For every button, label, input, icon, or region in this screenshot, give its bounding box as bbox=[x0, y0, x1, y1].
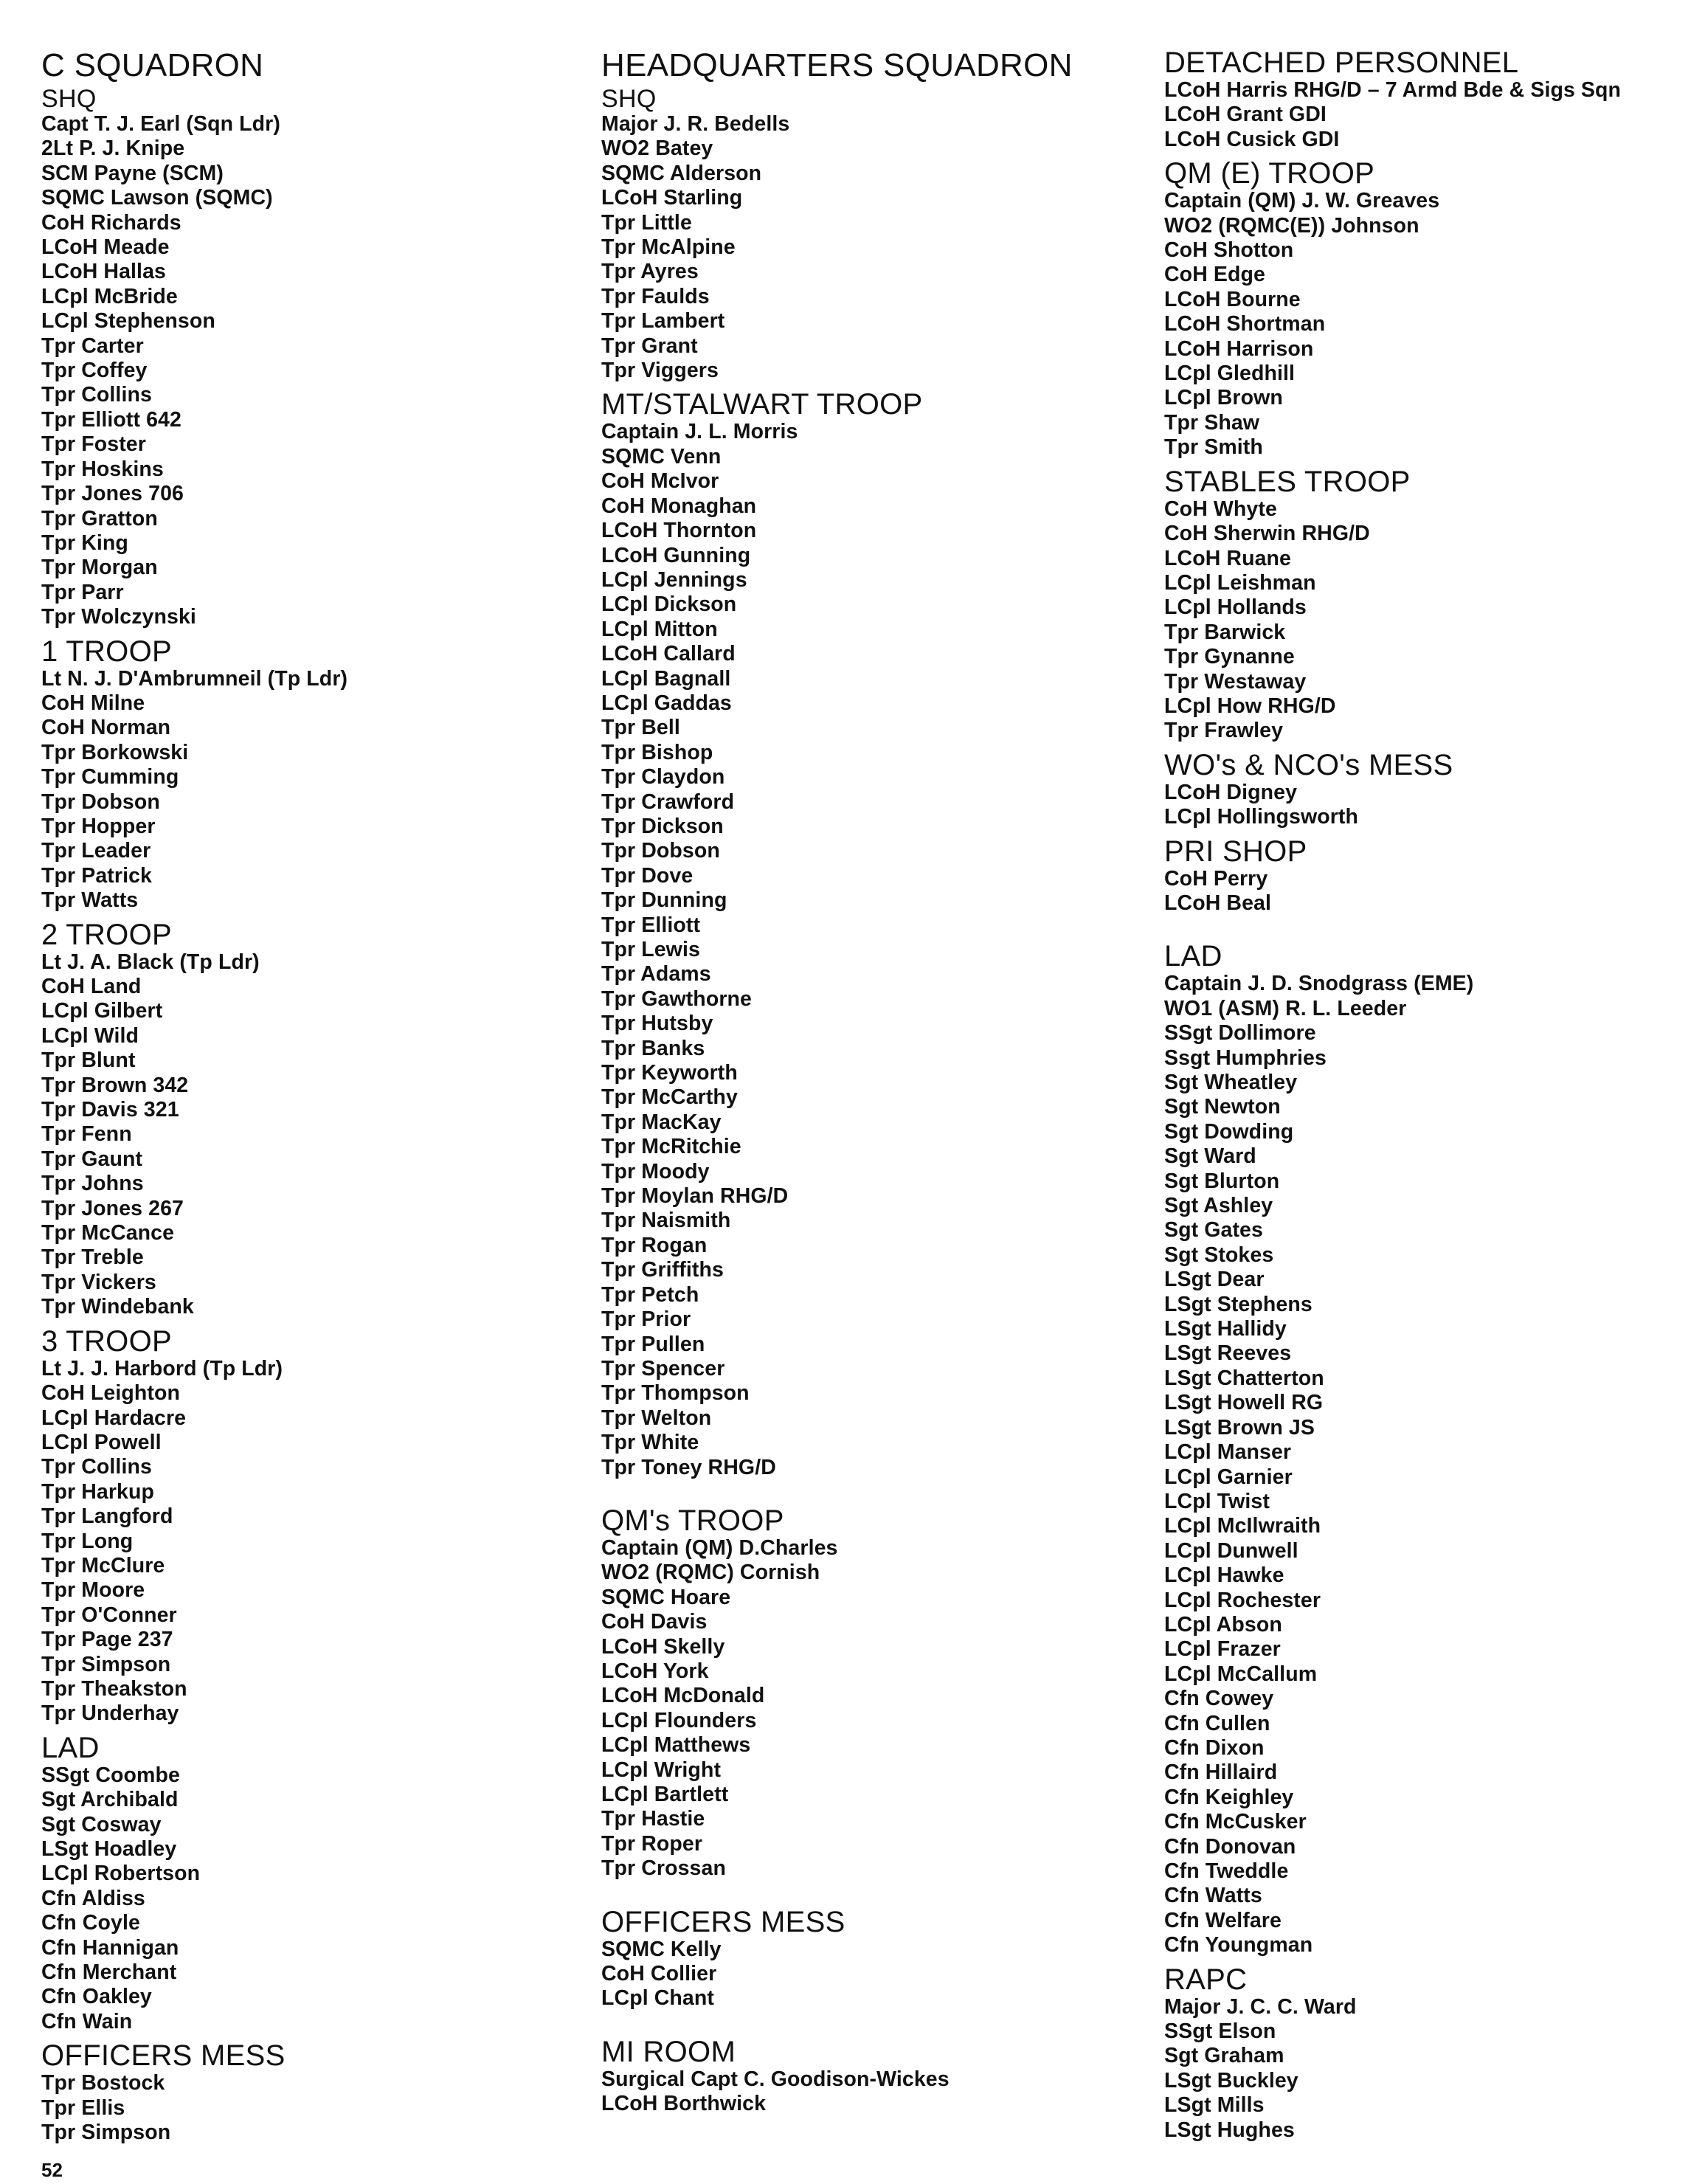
list-item: CoH Leighton bbox=[41, 1381, 180, 1406]
list-item: LCoH Borthwick bbox=[601, 2092, 767, 2116]
list-item: CoH Milne bbox=[41, 691, 145, 715]
list-item: LCpl Matthews bbox=[601, 1733, 751, 1758]
list-item: LSgt Hoadley bbox=[41, 1837, 177, 1861]
list-item: LCpl Hollingsworth bbox=[1164, 805, 1359, 829]
list-item: Sgt Dowding bbox=[1164, 1119, 1294, 1144]
list-item: LCoH Ruane bbox=[1164, 546, 1291, 570]
list-item: LCpl McBride bbox=[41, 284, 178, 308]
list-item: Tpr Roper bbox=[601, 1831, 703, 1856]
list-item: Tpr O'Conner bbox=[41, 1603, 177, 1627]
list-item: CoH McIvor bbox=[601, 469, 719, 494]
list-item: WO1 (ASM) R. L. Leeder bbox=[1164, 996, 1407, 1020]
list-item: Cfn Dixon bbox=[1164, 1735, 1265, 1760]
list-item: LCpl Dickson bbox=[601, 592, 737, 617]
list-item: Lt J. J. Harbord (Tp Ldr) bbox=[41, 1356, 283, 1380]
list-item: Tpr Davis 321 bbox=[41, 1098, 179, 1122]
list-item: Lt N. J. D'Ambrumneil (Tp Ldr) bbox=[41, 666, 348, 691]
list-item: Tpr Banks bbox=[601, 1036, 705, 1060]
list-item: Sgt Archibald bbox=[41, 1788, 179, 1812]
list-item: Tpr Simpson bbox=[41, 1652, 171, 1676]
list-item: LCoH Skelly bbox=[601, 1634, 725, 1659]
section-c-squadron bbox=[41, 47, 587, 84]
list-item: Tpr Collins bbox=[41, 1455, 152, 1479]
list-item: Tpr Grant bbox=[601, 334, 698, 358]
list-item: LCoH Harrison bbox=[1164, 336, 1314, 361]
page-number: 52 bbox=[41, 2159, 63, 2181]
section-shq bbox=[601, 86, 1147, 383]
list-item: Tpr Brown 342 bbox=[41, 1073, 189, 1097]
list-item: CoH Norman bbox=[41, 716, 171, 740]
section-heading: RAPC bbox=[1164, 1963, 1248, 1996]
list-item: Tpr Johns bbox=[41, 1172, 144, 1196]
list-item: LCpl Hawke bbox=[1164, 1563, 1284, 1588]
list-item: Cfn Welfare bbox=[1164, 1908, 1282, 1932]
list-item: Tpr Little bbox=[601, 210, 692, 235]
list-item: Tpr Rogan bbox=[601, 1233, 708, 1257]
list-item: Cfn Keighley bbox=[1164, 1785, 1294, 1809]
list-item: Tpr McRitchie bbox=[601, 1135, 741, 1159]
list-item: CoH Land bbox=[41, 975, 142, 998]
list-item: Tpr McAlpine bbox=[601, 235, 736, 260]
list-item: Tpr Windebank bbox=[41, 1295, 194, 1319]
list-item: WO2 (RQMC(E)) Johnson bbox=[1164, 213, 1419, 238]
list-item: LCoH Thornton bbox=[601, 519, 757, 543]
list-item: CoH Perry bbox=[1164, 866, 1268, 891]
list-item: Tpr Ellis bbox=[41, 2095, 125, 2120]
list-item: Tpr Faulds bbox=[601, 284, 710, 308]
list-item: Tpr Theakston bbox=[41, 1676, 187, 1701]
list-item: Tpr Simpson bbox=[41, 2121, 171, 2145]
list-item: LCpl Chant bbox=[601, 1986, 714, 2011]
list-item: 2Lt P. J. Knipe bbox=[41, 136, 185, 161]
list-item: CoH Sherwin RHG/D bbox=[1164, 522, 1370, 546]
section-wo-s-nco-s-mess bbox=[1164, 750, 1681, 830]
list-item: LCoH Harris RHG/D – 7 Armd Bde & Sigs Sqn bbox=[1164, 78, 1622, 102]
section-heading: PRI SHOP bbox=[1164, 834, 1307, 868]
section-heading: LAD bbox=[1164, 940, 1222, 973]
list-item: Cfn Coyle bbox=[41, 1911, 140, 1935]
list-item: LSgt Buckley bbox=[1164, 2068, 1298, 2093]
section-officers-mess bbox=[41, 2040, 587, 2145]
list-item: LSgt Hughes bbox=[1164, 2118, 1295, 2142]
list-item: LCoH York bbox=[601, 1659, 709, 1683]
list-item: Sgt Blurton bbox=[1164, 1169, 1280, 1193]
list-item: Tpr Crossan bbox=[601, 1856, 726, 1881]
list-item: SQMC Venn bbox=[601, 444, 722, 469]
list-item: LCpl Flounders bbox=[601, 1708, 757, 1732]
list-item: Tpr Prior bbox=[601, 1307, 691, 1332]
section-pri-shop bbox=[1164, 836, 1681, 916]
list-item: Tpr Gawthorne bbox=[601, 986, 752, 1011]
list-item: Sgt Gates bbox=[1164, 1218, 1263, 1243]
list-item: Tpr McCance bbox=[41, 1221, 175, 1245]
list-item: Tpr Fenn bbox=[41, 1122, 132, 1147]
list-item: Tpr Borkowski bbox=[41, 740, 189, 764]
list-item: Tpr Vickers bbox=[41, 1270, 156, 1294]
list-item: Tpr Dobson bbox=[41, 789, 160, 814]
list-item: Cfn Hannigan bbox=[41, 1935, 179, 1960]
list-item: SQMC Lawson (SQMC) bbox=[41, 186, 273, 210]
list-item: Tpr Ayres bbox=[601, 260, 699, 284]
list-item: Tpr Elliott 642 bbox=[41, 407, 181, 432]
list-item: LCoH Beal bbox=[1164, 891, 1272, 915]
list-item: LSgt Howell RG bbox=[1164, 1391, 1324, 1415]
list-item: LCpl Leishman bbox=[1164, 570, 1316, 595]
section-1-troop bbox=[41, 636, 587, 913]
list-item: CoH Collier bbox=[601, 1962, 717, 1986]
list-item: LCoH McDonald bbox=[601, 1684, 765, 1708]
list-item: Cfn Oakley bbox=[41, 1985, 152, 2009]
list-item: LCpl Gaddas bbox=[601, 691, 732, 715]
list-item: Tpr Dobson bbox=[601, 839, 720, 863]
section-heading: HEADQUARTERS SQUADRON bbox=[601, 47, 1073, 83]
list-item: Tpr Hutsby bbox=[601, 1012, 713, 1036]
list-item: LSgt Dear bbox=[1164, 1268, 1265, 1292]
section-heading: WO's & NCO's MESS bbox=[1164, 748, 1453, 781]
list-item: Tpr Long bbox=[41, 1529, 134, 1553]
list-item: Cfn Watts bbox=[1164, 1884, 1262, 1908]
list-item: LCoH Hallas bbox=[41, 260, 166, 284]
list-item: Tpr Toney RHG/D bbox=[601, 1455, 776, 1479]
section-rapc bbox=[1164, 1964, 1681, 2143]
section-heading: SHQ bbox=[601, 85, 657, 113]
list-item: Major J. C. C. Ward bbox=[1164, 1994, 1357, 2019]
list-item: LCpl Mitton bbox=[601, 617, 718, 641]
section-heading: 2 TROOP bbox=[41, 918, 172, 951]
list-item: WO2 Batey bbox=[601, 136, 713, 161]
list-item: CoH Davis bbox=[601, 1610, 708, 1634]
list-item: Tpr Hastie bbox=[601, 1807, 705, 1831]
list-item: LCpl Hardacre bbox=[41, 1406, 187, 1430]
list-item: LCpl Bartlett bbox=[601, 1783, 729, 1806]
list-item: LCpl Robertson bbox=[41, 1862, 201, 1886]
list-item: Tpr Patrick bbox=[41, 863, 152, 888]
list-item: Cfn Merchant bbox=[41, 1960, 177, 1985]
list-item: Cfn Cowey bbox=[1164, 1687, 1274, 1711]
list-item: Tpr Blunt bbox=[41, 1048, 136, 1073]
list-item: LSgt Chatterton bbox=[1164, 1366, 1324, 1390]
list-item: LCpl McCallum bbox=[1164, 1662, 1318, 1686]
section-heading: 1 TROOP bbox=[41, 635, 172, 668]
list-item: Tpr Watts bbox=[41, 888, 139, 913]
list-item: Sgt Ashley bbox=[1164, 1194, 1273, 1218]
list-item: Tpr Bell bbox=[601, 716, 680, 740]
list-item: LCpl How RHG/D bbox=[1164, 694, 1336, 718]
list-item: SQMC Hoare bbox=[601, 1585, 731, 1609]
list-item: Ssgt Humphries bbox=[1164, 1046, 1327, 1070]
list-item: Tpr Keyworth bbox=[601, 1061, 738, 1085]
section-headquarters-squadron bbox=[601, 47, 1147, 84]
section-heading: OFFICERS MESS bbox=[41, 2039, 286, 2073]
list-item: Cfn Aldiss bbox=[41, 1886, 145, 1910]
list-item: CoH Shotton bbox=[1164, 238, 1294, 263]
section-heading: MI ROOM bbox=[601, 2035, 736, 2068]
list-item: Tpr Harkup bbox=[41, 1479, 155, 1504]
list-item: Captain J. L. Morris bbox=[601, 420, 798, 444]
section-qm-s-troop bbox=[601, 1505, 1147, 1881]
list-item: LCpl Wild bbox=[41, 1023, 139, 1048]
section-heading: C SQUADRON bbox=[41, 47, 264, 83]
list-item: LCoH Digney bbox=[1164, 780, 1298, 804]
list-item: Tpr Claydon bbox=[601, 765, 725, 789]
list-item: Tpr Gratton bbox=[41, 506, 158, 531]
list-item: Cfn Wain bbox=[41, 2009, 133, 2033]
list-item: Tpr Welton bbox=[601, 1406, 712, 1430]
list-item: LCpl Powell bbox=[41, 1430, 162, 1454]
section-detached-personnel bbox=[1164, 47, 1681, 152]
list-item: Sgt Graham bbox=[1164, 2044, 1284, 2068]
list-item: Capt T. J. Earl (Sqn Ldr) bbox=[41, 112, 280, 136]
list-item: CoH Edge bbox=[1164, 263, 1265, 287]
section-heading: SHQ bbox=[41, 85, 97, 113]
list-item: Tpr Treble bbox=[41, 1245, 144, 1270]
list-item: SSgt Elson bbox=[1164, 2019, 1276, 2044]
list-item: Tpr King bbox=[41, 531, 128, 555]
list-item: Tpr Parr bbox=[41, 580, 124, 604]
list-item: SSgt Coombe bbox=[41, 1763, 180, 1787]
column-3 bbox=[1164, 41, 1681, 2143]
section-heading: QM's TROOP bbox=[601, 1504, 784, 1537]
list-item: Sgt Ward bbox=[1164, 1144, 1256, 1169]
list-item: Tpr Gaunt bbox=[41, 1147, 143, 1171]
list-item: Cfn McCusker bbox=[1164, 1810, 1307, 1834]
list-item: Tpr White bbox=[601, 1431, 699, 1455]
list-item: Tpr Coffey bbox=[41, 359, 148, 383]
list-item: LCoH Cusick GDI bbox=[1164, 127, 1340, 151]
list-item: Tpr Moore bbox=[41, 1578, 145, 1603]
list-item: LCoH Bourne bbox=[1164, 287, 1301, 311]
list-item: Tpr Hopper bbox=[41, 814, 156, 838]
column-2 bbox=[601, 41, 1147, 2117]
list-item: CoH Whyte bbox=[1164, 497, 1277, 521]
list-item: CoH Monaghan bbox=[601, 494, 757, 518]
list-item: Captain J. D. Snodgrass (EME) bbox=[1164, 972, 1474, 996]
section-heading: 3 TROOP bbox=[41, 1324, 172, 1358]
list-item: Tpr Griffiths bbox=[601, 1258, 724, 1282]
list-item: CoH Richards bbox=[41, 210, 181, 235]
list-item: Tpr Moody bbox=[601, 1159, 710, 1183]
list-item: Tpr Elliott bbox=[601, 913, 701, 937]
list-item: Tpr Thompson bbox=[601, 1381, 750, 1406]
list-item: LCpl Hollands bbox=[1164, 595, 1307, 620]
section-heading: STABLES TROOP bbox=[1164, 465, 1411, 498]
list-item: LCoH Grant GDI bbox=[1164, 103, 1327, 127]
list-item: LCpl Abson bbox=[1164, 1612, 1282, 1637]
list-item: Tpr Viggers bbox=[601, 359, 719, 383]
list-item: LCpl Garnier bbox=[1164, 1465, 1293, 1489]
list-item: Tpr Shaw bbox=[1164, 410, 1260, 435]
list-item: Tpr Gynanne bbox=[1164, 645, 1295, 669]
section-heading: LAD bbox=[41, 1731, 100, 1764]
list-item: LCpl Rochester bbox=[1164, 1588, 1321, 1612]
list-item: Tpr Lambert bbox=[601, 309, 725, 334]
list-item: Sgt Cosway bbox=[41, 1812, 162, 1836]
list-item: LSgt Stephens bbox=[1164, 1292, 1313, 1316]
list-item: Tpr Langford bbox=[41, 1504, 173, 1529]
list-item: Lt J. A. Black (Tp Ldr) bbox=[41, 950, 260, 974]
section-lad bbox=[1164, 941, 1681, 1957]
list-item: LCpl Jennings bbox=[601, 567, 747, 592]
list-item: Major J. R. Bedells bbox=[601, 112, 790, 136]
list-item: WO2 (RQMC) Cornish bbox=[601, 1561, 820, 1585]
list-item: LCoH Starling bbox=[601, 186, 743, 210]
list-item: LCpl Brown bbox=[1164, 386, 1283, 410]
list-item: Cfn Donovan bbox=[1164, 1834, 1296, 1859]
section-stables-troop bbox=[1164, 466, 1681, 744]
list-item: SCM Payne (SCM) bbox=[41, 161, 224, 185]
list-item: Tpr Bishop bbox=[601, 740, 713, 764]
section-mt-stalwart-troop bbox=[601, 389, 1147, 1479]
list-item: SSgt Dollimore bbox=[1164, 1021, 1316, 1046]
list-item: Cfn Cullen bbox=[1164, 1711, 1270, 1735]
list-item: LCpl Frazer bbox=[1164, 1637, 1281, 1662]
column-1 bbox=[41, 41, 587, 2145]
list-item: Tpr Lewis bbox=[601, 938, 700, 961]
list-item: Surgical Capt C. Goodison-Wickes bbox=[601, 2067, 950, 2091]
list-item: Tpr Cumming bbox=[41, 765, 179, 789]
list-item: Tpr Crawford bbox=[601, 789, 735, 814]
list-item: LCpl Gilbert bbox=[41, 999, 163, 1023]
list-item: Tpr Bostock bbox=[41, 2071, 165, 2095]
list-item: Tpr Pullen bbox=[601, 1332, 705, 1356]
list-item: Tpr Moylan RHG/D bbox=[601, 1184, 789, 1209]
list-item: LCoH Gunning bbox=[601, 543, 751, 567]
list-item: Tpr Leader bbox=[41, 839, 151, 863]
section-mi-room bbox=[601, 2036, 1147, 2117]
list-item: LCoH Shortman bbox=[1164, 312, 1326, 336]
list-item: Tpr Wolczynski bbox=[41, 605, 196, 629]
list-item: Sgt Wheatley bbox=[1164, 1071, 1298, 1094]
section-heading: QM (E) TROOP bbox=[1164, 157, 1375, 190]
list-item: Tpr Naismith bbox=[601, 1209, 731, 1233]
list-item: Tpr Underhay bbox=[41, 1701, 179, 1726]
list-item: SQMC Kelly bbox=[601, 1937, 722, 1961]
list-item: Tpr Foster bbox=[41, 432, 146, 457]
section-qm-e-troop bbox=[1164, 158, 1681, 460]
list-item: Tpr Hoskins bbox=[41, 457, 164, 481]
list-item: Tpr Adams bbox=[601, 962, 711, 986]
list-item: Cfn Youngman bbox=[1164, 1933, 1313, 1957]
list-item: Tpr McCarthy bbox=[601, 1085, 738, 1110]
section-3-troop bbox=[41, 1326, 587, 1727]
list-item: LCpl McIlwraith bbox=[1164, 1514, 1321, 1538]
list-item: Tpr Spencer bbox=[601, 1356, 725, 1380]
list-item: Cfn Hillaird bbox=[1164, 1760, 1278, 1785]
list-item: LSgt Hallidy bbox=[1164, 1317, 1287, 1341]
list-item: Tpr Jones 267 bbox=[41, 1196, 184, 1220]
list-item: Tpr Smith bbox=[1164, 435, 1263, 460]
list-item: LSgt Brown JS bbox=[1164, 1415, 1315, 1440]
list-item: LSgt Mills bbox=[1164, 2093, 1265, 2118]
list-item: Cfn Tweddle bbox=[1164, 1859, 1289, 1883]
list-item: Tpr Page 237 bbox=[41, 1628, 173, 1652]
list-item: LCpl Dunwell bbox=[1164, 1538, 1298, 1563]
list-item: Tpr Collins bbox=[41, 383, 152, 407]
list-item: Sgt Stokes bbox=[1164, 1243, 1274, 1267]
section-lad bbox=[41, 1732, 587, 2034]
list-item: SQMC Alderson bbox=[601, 161, 762, 185]
list-item: Tpr Jones 706 bbox=[41, 482, 184, 506]
section-2-troop bbox=[41, 919, 587, 1320]
list-item: Tpr Dunning bbox=[601, 888, 727, 913]
list-item: Tpr MacKay bbox=[601, 1110, 722, 1134]
list-item: Captain (QM) D.Charles bbox=[601, 1535, 838, 1560]
list-item: LCpl Wright bbox=[601, 1758, 722, 1782]
list-item: LCpl Gledhill bbox=[1164, 362, 1296, 386]
section-heading: MT/STALWART TROOP bbox=[601, 388, 923, 421]
list-item: LCpl Manser bbox=[1164, 1440, 1292, 1465]
section-shq bbox=[41, 86, 587, 630]
list-item: Tpr Barwick bbox=[1164, 620, 1286, 644]
list-item: Tpr Westaway bbox=[1164, 669, 1307, 694]
list-item: Captain (QM) J. W. Greaves bbox=[1164, 189, 1440, 213]
list-item: Tpr Frawley bbox=[1164, 719, 1284, 743]
list-item: Tpr McClure bbox=[41, 1553, 165, 1577]
list-item: Tpr Petch bbox=[601, 1282, 699, 1307]
list-item: Tpr Dove bbox=[601, 863, 694, 888]
list-item: Tpr Dickson bbox=[601, 814, 724, 838]
section-heading: DETACHED PERSONNEL bbox=[1164, 46, 1519, 79]
list-item: LCpl Stephenson bbox=[41, 309, 215, 334]
list-item: LCpl Bagnall bbox=[601, 666, 731, 691]
list-item: Tpr Morgan bbox=[41, 556, 158, 580]
section-officers-mess bbox=[601, 1907, 1147, 2011]
list-item: LCpl Twist bbox=[1164, 1489, 1270, 1513]
list-item: Sgt Newton bbox=[1164, 1095, 1281, 1119]
list-item: LCoH Meade bbox=[41, 235, 170, 260]
list-item: Tpr Carter bbox=[41, 334, 144, 358]
list-item: LCoH Callard bbox=[601, 642, 736, 666]
list-item: LSgt Reeves bbox=[1164, 1341, 1292, 1366]
section-heading: OFFICERS MESS bbox=[601, 1905, 845, 1938]
